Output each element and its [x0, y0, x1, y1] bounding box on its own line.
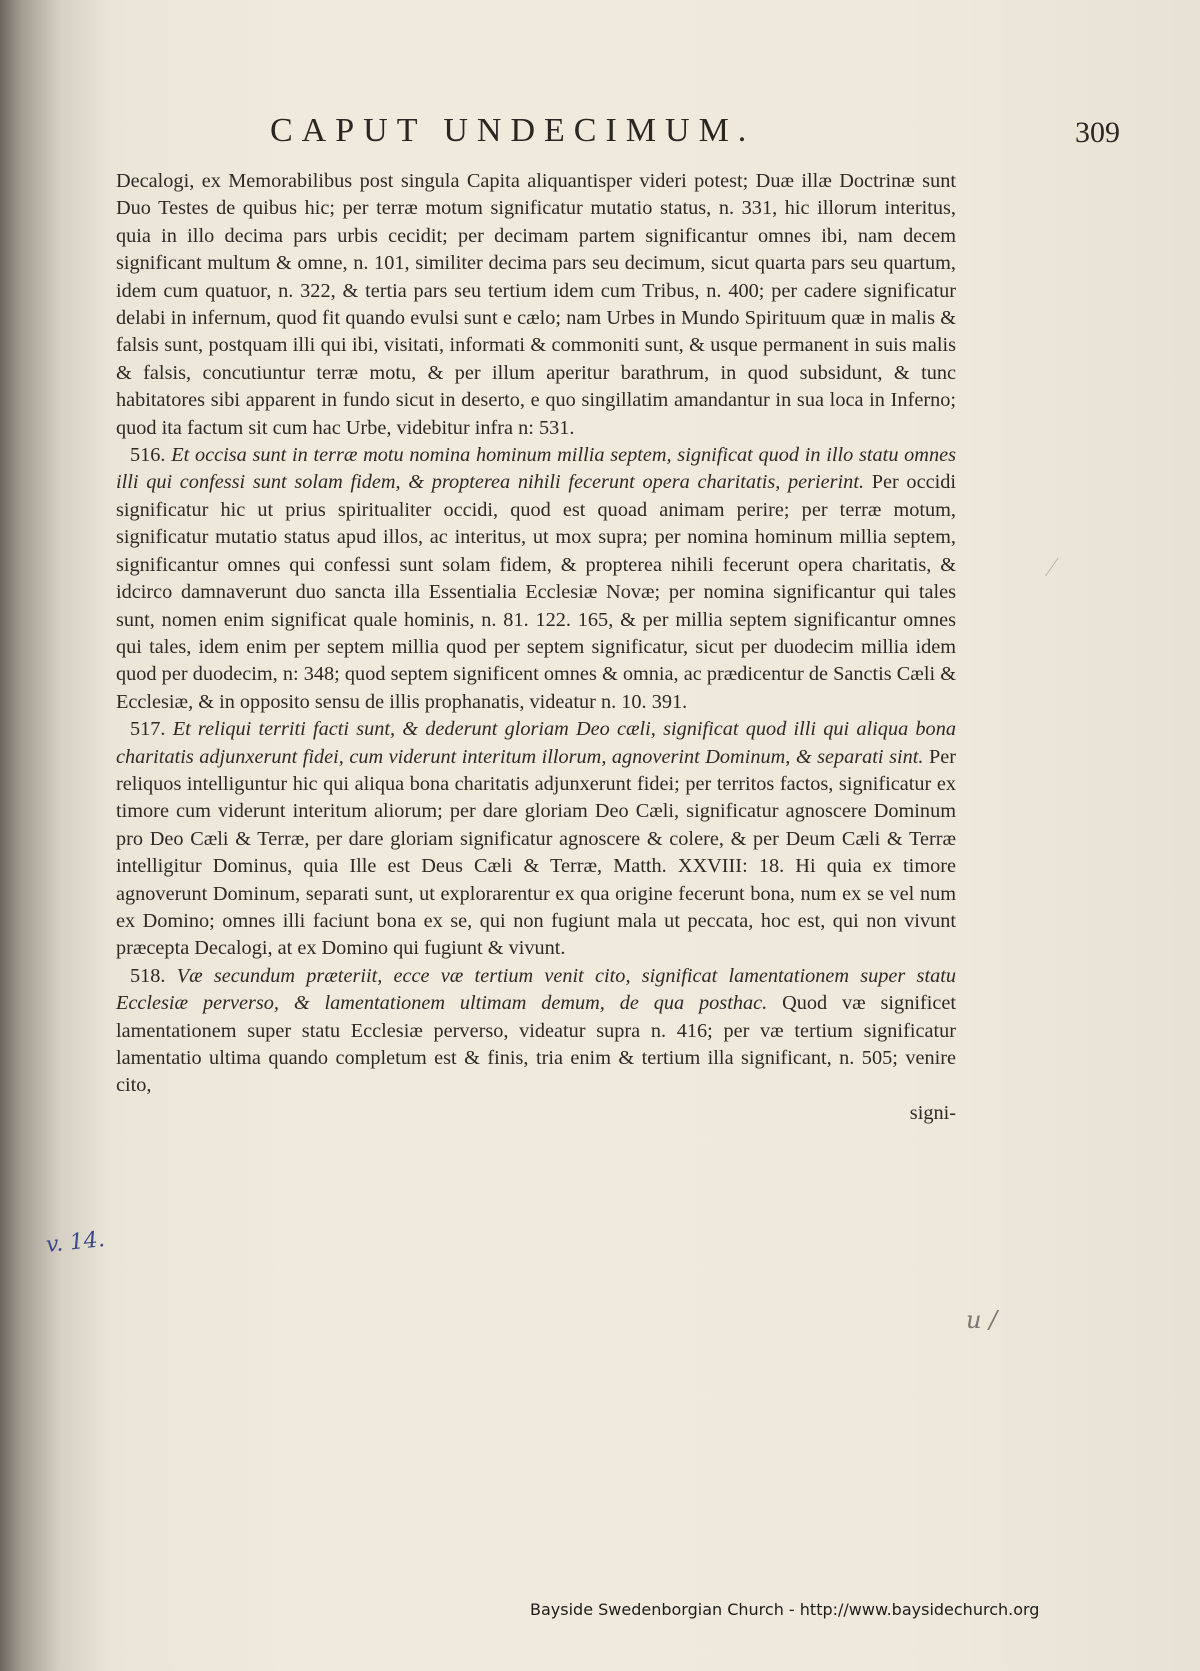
catchword: signi- — [909, 1101, 956, 1124]
paragraph-516 — [116, 442, 956, 716]
pencil-stroke — [1045, 558, 1070, 585]
footer-credit: Bayside Swedenborgian Church - http://www.baysidechurch.org — [530, 1600, 1040, 1619]
page-header — [120, 112, 1120, 162]
paragraph-text: Quod væ significet lamentationem super statu Ecclesiæ perverso, videatur supra n. 416; per væ tertium significatur lamentatio ultima quando completum est & finis, tria enim & tertium illa significant, n. 505; venire cito, — [116, 992, 956, 1097]
handwritten-margin-note: v. 14. — [44, 1226, 106, 1259]
pencil-margin-mark: u / — [966, 1306, 998, 1334]
paragraph-text: Per reliquos intelliguntur hic qui aliqua bona charitatis adjunxerunt fidei; per territos factos, significatur ex timore cum viderunt interitum aliorum; per dare gloriam Deo Cæli, significatur agnoscere Dominum pro Deo Cæli & Terræ, per dare gloriam significatur agnoscere & colere, & per Deum Cæli & Terræ intelligitur Dominus, quia Ille est Deus Cæli & Terræ, Matth. XXVIII: 18. Hi quia ex timore agnoverunt Dominum, separati sunt, ut explorarentur ex qua origine fecerunt bona, num ex se vel num ex Domino; omnes illi faciunt bona ex se, qui non fugiunt mala ut peccata, hoc est, qui non vivunt præcepta Decalogi, at ex Domino qui fugiunt & vivunt. — [116, 745, 956, 960]
paragraph-continuation — [116, 168, 956, 442]
scripture-heading: Et occisa sunt in terræ motu nomina hominum millia septem, significat quod in illo statu omnes illi qui confessi sunt solam fidem, & propterea nihili fecerunt opera charitatis, perierint. — [116, 444, 956, 494]
paragraph-517 — [116, 716, 956, 963]
paragraph-number: 517. — [130, 718, 166, 741]
paragraph-518 — [116, 963, 956, 1100]
body-text — [116, 168, 956, 1127]
running-head: CAPUT UNDECIMUM. — [270, 112, 756, 149]
paragraph-text: Decalogi, ex Memorabilibus post singula Capita aliquantisper videri potest; Duæ illæ Doctrinæ sunt Duo Testes de quibus hic; per terræ motum significatur mutatio status, n. 331, hic illorum interitus, quia in illo decima pars urbis cecidit; per decimam partem significantur omnes ibi, nam decem significant multum & omne, n. 101, similiter decima pars seu decimum, sicut quarta pars seu quartum, idem cum quatuor, n. 322, & tertia pars seu tertium idem cum Tribus, n. 400; per cadere significatur delabi in infernum, quod fit quando evulsi sunt e cælo; nam Urbes in Mundo Spirituum quæ in malis & falsis sunt, postquam illi qui ibi, visitati, informati & commoniti sunt, & usque permanent in suis malis & falsis, concutiuntur terræ motu, & per illum aperitur barathrum, in quod subsidunt, & tunc habitatores sibi apparent in fundo sicut in deserto, e quo singillatim amandantur in sua loca in Inferno; quod ita factum sit cum hac Urbe, videbitur infra n: 531. — [116, 170, 956, 439]
paragraph-number: 516. — [130, 444, 166, 467]
paragraph-text: Per occidi significatur hic ut prius spiritualiter occidi, quod est quoad animam perire; per terræ motum, significatur mutatio status apud illos, ac interitus, ut mox supra; per nomina hominum millia septem, significantur omnes qui confessi sunt solam fidem, & propterea nihili fecerunt opera charitatis, & idcirco damnaverunt duo sancta illa Essentialia Ecclesiæ Novæ; per nomina significantur qui tales sunt, nomen enim significat quale hominis, n. 81. 122. 165, & per millia septem significantur omnes qui tales, idem enim per septem millia quod per septem significatur, sicut per duodecim millia idem quod per duodecim, n: 348; quod septem significent omnes & omnia, ac prædicentur de Sanctis Cæli & Ecclesiæ, & in opposito sensu de illis prophanatis, videatur n. 10. 391. — [116, 471, 956, 713]
paragraph-number: 518. — [130, 964, 166, 987]
scripture-heading: Et reliqui territi facti sunt, & dederunt gloriam Deo cæli, significat quod illi qui aliqua bona charitatis adjunxerunt fidei, cum viderunt interitum illorum, agnoverint Dominum, & separati sint. — [116, 718, 956, 768]
scripture-heading: Væ secundum præteriit, ecce væ tertium venit cito, significat lamentationem super statu Ecclesiæ perverso, & lamentationem ultimam demum, de qua posthac. — [116, 964, 957, 1015]
page-number: 309 — [1075, 116, 1120, 149]
